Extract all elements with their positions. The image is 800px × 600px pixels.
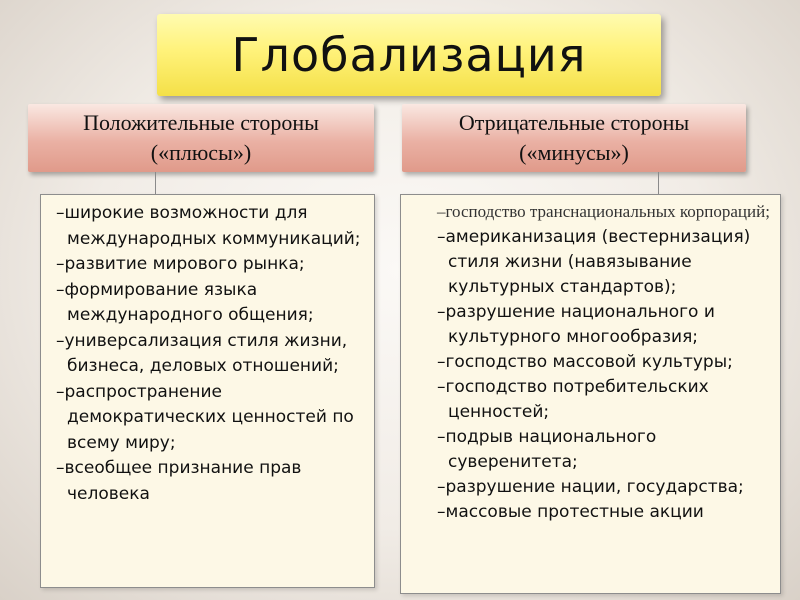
pros-list-item: –всеобщее признание прав человека bbox=[56, 458, 302, 504]
cons-panel bbox=[400, 194, 781, 594]
cons-header-line2: («минусы») bbox=[519, 140, 629, 165]
pros-connector-line bbox=[155, 172, 156, 194]
pros-header-line2: («плюсы») bbox=[150, 140, 252, 165]
cons-list bbox=[437, 199, 774, 525]
pros-panel bbox=[40, 194, 375, 588]
pros-header bbox=[28, 104, 374, 172]
pros-list-item: –универсализация стиля жизни, бизнеса, деловых отношений; bbox=[56, 330, 348, 376]
page-title: Глобализация bbox=[231, 28, 587, 82]
cons-list-item: –американизация (вестернизация) стиля жизни (навязывание культурных стандартов); bbox=[437, 226, 751, 297]
cons-list-item: –разрушение нации, государства; bbox=[437, 476, 744, 497]
cons-list-item: –господство потребительских ценностей; bbox=[437, 376, 709, 422]
pros-header-line1: Положительные стороны bbox=[83, 110, 319, 135]
pros-list-item: –развитие мирового рынка; bbox=[56, 254, 305, 274]
pros-list-item: –широкие возможности для международных коммуникаций; bbox=[56, 203, 361, 249]
pros-list bbox=[56, 201, 366, 507]
cons-list-item: –подрыв национального суверенитета; bbox=[437, 426, 657, 472]
cons-list-item: –разрушение национального и культурного многообразия; bbox=[437, 301, 715, 347]
pros-list-item: –распространение демократических ценностей по всему миру; bbox=[56, 381, 354, 453]
cons-list-item: –господство массовой культуры; bbox=[437, 351, 733, 372]
cons-header-line1: Отрицательные стороны bbox=[458, 110, 690, 135]
cons-header bbox=[402, 104, 746, 172]
pros-list-item: –формирование языка международного общения; bbox=[56, 279, 314, 325]
cons-list-item: –господство транснациональных корпораций; bbox=[437, 202, 770, 221]
title-banner bbox=[157, 14, 661, 96]
cons-list-item: –массовые протестные акции bbox=[437, 501, 704, 522]
cons-connector-line bbox=[658, 172, 659, 194]
